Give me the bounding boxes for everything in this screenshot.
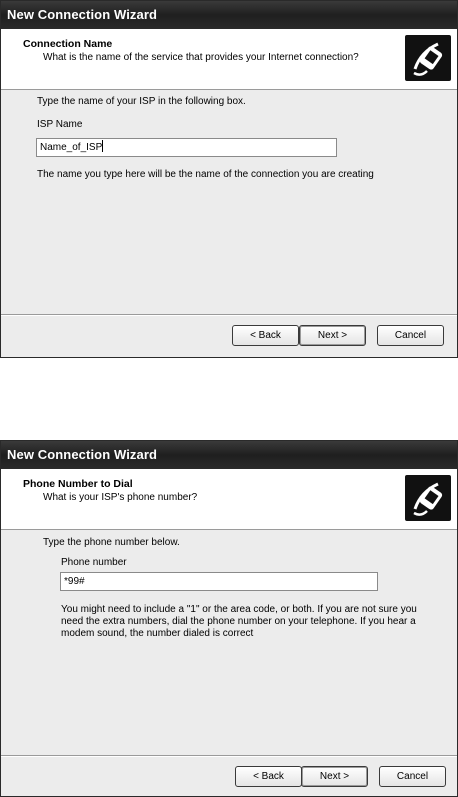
header-title: Connection Name bbox=[23, 38, 113, 50]
instruction-text: Type the name of your ISP in the following box. bbox=[37, 96, 246, 107]
title-bar[interactable]: New Connection Wizard bbox=[1, 1, 457, 29]
note-text: The name you type here will be the name of the connection you are creating bbox=[37, 169, 374, 180]
wizard-header bbox=[1, 29, 457, 90]
wizard-window-connection-name bbox=[0, 0, 458, 358]
title-bar[interactable]: New Connection Wizard bbox=[1, 441, 457, 469]
back-button[interactable]: < Back bbox=[232, 325, 299, 346]
back-button[interactable]: < Back bbox=[235, 766, 302, 787]
instruction-text: Type the phone number below. bbox=[43, 537, 180, 548]
wizard-window-phone-number bbox=[0, 440, 458, 797]
isp-name-value: Name_of_ISP bbox=[40, 142, 103, 153]
header-title: Phone Number to Dial bbox=[23, 478, 133, 490]
next-button[interactable]: Next > bbox=[299, 325, 366, 346]
isp-name-label: ISP Name bbox=[37, 119, 83, 130]
phone-number-value: *99# bbox=[64, 576, 85, 587]
cancel-button[interactable]: Cancel bbox=[377, 325, 444, 346]
header-subtitle: What is the name of the service that provides your Internet connection? bbox=[43, 52, 359, 63]
isp-name-input[interactable] bbox=[36, 138, 337, 157]
phone-connector-icon bbox=[405, 475, 451, 521]
phone-connector-icon bbox=[405, 35, 451, 81]
phone-number-label: Phone number bbox=[61, 557, 127, 568]
separator bbox=[1, 314, 457, 316]
phone-number-input[interactable] bbox=[60, 572, 378, 591]
cancel-button[interactable]: Cancel bbox=[379, 766, 446, 787]
wizard-header bbox=[1, 469, 457, 530]
text-caret bbox=[102, 140, 103, 152]
separator bbox=[1, 755, 457, 757]
next-button[interactable]: Next > bbox=[301, 766, 368, 787]
header-subtitle: What is your ISP's phone number? bbox=[43, 492, 198, 503]
note-text: You might need to include a "1" or the area code, or both. If you are not sure you need the extra numbers, dial the phone number on your telephone. If you hear a modem sound, the number dialed is correct bbox=[61, 604, 417, 639]
